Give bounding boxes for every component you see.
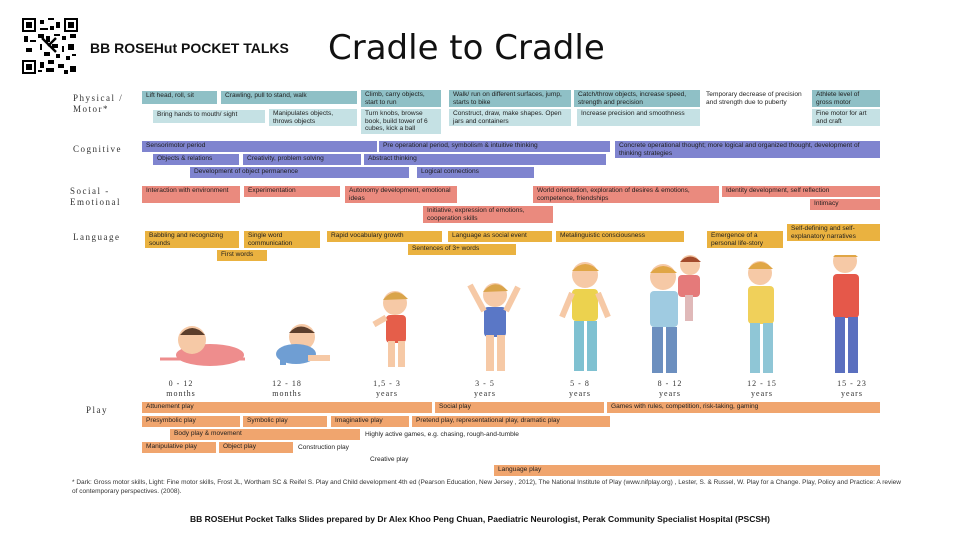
bar-imaginative-play: Imaginative play (331, 416, 409, 427)
bar-self-defining: Self-defining and self-explanatory narratives (787, 224, 880, 241)
bar-manipulative-play: Manipulative play (142, 442, 216, 453)
child-arms-up-figure (470, 283, 518, 371)
bar-initiative: Initiative, expression of emotions, cooperation skills (423, 206, 553, 223)
bar-intimacy: Intimacy (810, 199, 880, 210)
bar-metalinguistic: Metalinguistic consciousness (556, 231, 684, 242)
text-construction-play: Construction play (298, 444, 349, 451)
bar-lift-head: Lift head, roll, sit (142, 91, 217, 104)
age-label: 0 - 12 months (166, 379, 196, 398)
bar-single-word: Single word communication (244, 231, 320, 248)
age-label: 3 - 5 years (474, 379, 496, 398)
brand-title: BB ROSEHut POCKET TALKS (90, 40, 289, 56)
bar-first-words: First words (217, 250, 267, 261)
young-adult-figure (833, 255, 859, 373)
bar-body-movement: Body play & movement (170, 429, 360, 440)
bar-concrete: Concrete operational thought; more logical and organized thought, development of thinking strategies (615, 141, 880, 158)
bar-logical: Logical connections (417, 167, 534, 178)
bar-rapid: Rapid vocabulary growth (327, 231, 442, 242)
baby-lying-figure (160, 326, 245, 366)
row-label-cognitive: Cognitive (73, 144, 122, 154)
bar-pre-operational: Pre operational period, symbolism & intuitive thinking (379, 141, 610, 152)
bar-climb: Climb, carry objects, start to run (361, 90, 441, 107)
text-active-games: Highly active games, e.g. chasing, rough-and-tumble (365, 431, 519, 438)
bar-walk-run: Walk/ run on different surfaces, jump, starts to bike (449, 90, 571, 107)
age-label: 1,5 - 3 years (373, 379, 401, 398)
bar-world: World orientation, exploration of desires & emotions, competence, friendships (533, 186, 719, 203)
age-label: 8 - 12 years (657, 379, 683, 398)
text-temporary-decrease: Temporary decrease of precision and strength due to puberty (706, 91, 802, 106)
age-label: 12 - 18 months (272, 379, 302, 398)
bar-fine-motor: Fine motor for art and craft (812, 109, 880, 126)
row-label-play: Play (86, 405, 109, 415)
bar-objects-relations: Objects & relations (153, 154, 239, 165)
bar-presymbolic-play: Presymbolic play (142, 416, 240, 427)
qr-code-icon (22, 18, 78, 74)
bar-sensorimotor: Sensorimotor period (142, 141, 377, 152)
footnote-references: * Dark: Gross motor skills, Light: Fine motor skills, Frost JL, Wortham SC & Reifel S. Play and Child development 4th ed (Pearson Education, New Jersey , 2012), The National Institute of Play (www.nifplay.org) , Lester, S. & Russel, W. Play for a Change. Play, Policy and Practice: A review of contemporary perspectives. (2008). (72, 479, 901, 495)
row-label-physical: Physical / Motor* (73, 93, 124, 114)
age-label: 5 - 8 years (569, 379, 591, 398)
row-label-social: Social - Emotional (70, 186, 121, 207)
bar-identity: Identity development, self reflection (722, 186, 880, 197)
bar-object-play: Object play (219, 442, 293, 453)
crawling-toddler-figure (276, 324, 330, 365)
bar-games-with-rules: Games with rules, competition, risk-taking, gaming (607, 402, 880, 413)
bar-language-play: Language play (494, 465, 880, 476)
bar-turn-knobs: Turn knobs, browse book, build tower of 6 cubes, kick a ball (361, 109, 441, 134)
bar-autonomy: Autonomy development, emotional ideas (345, 186, 457, 203)
bar-symbolic-play: Symbolic play (243, 416, 327, 427)
walking-toddler-figure (372, 291, 408, 367)
age-label: 15 - 23 years (837, 379, 867, 398)
footer-credit: BB ROSEHut Pocket Talks Slides prepared by Dr Alex Khoo Peng Chuan, Paediatric Neurologist, Perak Community Specialist Hospital (PSCSH) (189, 514, 771, 524)
bar-emergence: Emergence of a personal life-story (707, 231, 783, 248)
children-growth-illustration (150, 255, 880, 380)
bar-athlete: Athlete level of gross motor (812, 90, 880, 107)
bar-babbling: Babbling and recognizing sounds (145, 231, 239, 248)
bar-pretend-play: Pretend play, representational play, dramatic play (412, 416, 610, 427)
age-label: 12 - 15 years (747, 379, 777, 398)
teen-figure (748, 261, 774, 373)
bar-interaction: Interaction with environment (142, 186, 240, 203)
bar-bring-hands: Bring hands to mouth/ sight (153, 110, 265, 123)
bar-abstract: Abstract thinking (364, 154, 606, 165)
bar-increase-precision: Increase precision and smoothness (577, 109, 700, 126)
text-creative-play: Creative play (370, 456, 409, 463)
bar-crawling: Crawling, pull to stand, walk (221, 91, 357, 104)
bar-manipulates: Manipulates objects, throws objects (269, 109, 357, 126)
bar-social-event: Language as social event (448, 231, 552, 242)
bar-social-play: Social play (435, 402, 604, 413)
bar-construct: Construct, draw, make shapes. Open jars and containers (449, 109, 571, 126)
bar-experimentation: Experimentation (244, 186, 340, 197)
child-standing-figure (562, 262, 608, 371)
row-label-language: Language (73, 232, 121, 242)
bar-creativity: Creativity, problem solving (243, 154, 361, 165)
bar-attunement-play: Attunement play (142, 402, 432, 413)
bar-object-permanence: Development of object permanence (190, 167, 409, 178)
page-title: Cradle to Cradle (328, 28, 605, 68)
piggyback-children-figure (650, 255, 701, 373)
bar-catch-throw: Catch/throw objects, increase speed, strength and precision (574, 90, 700, 107)
bar-sentences: Sentences of 3+ words (408, 244, 516, 255)
